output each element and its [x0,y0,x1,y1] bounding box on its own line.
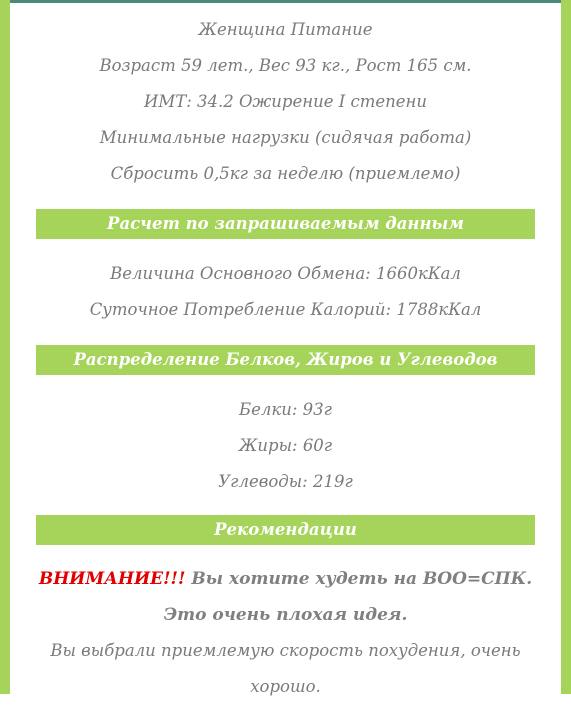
macros-section-header: Распределение Белков, Жиров и Углеводов [36,345,535,375]
calc-section-header: Расчет по запрашиваемым данным [36,209,535,239]
carbs-value: Углеводы: 219г [218,472,353,491]
fat-value: Жиры: 60г [238,436,333,455]
left-border [0,0,10,694]
profile-weight-loss-rate: Сбросить 0,5кг за неделю (приемлемо) [110,164,461,183]
bmr-value: Величина Основного Обмена: 1660кКал [110,264,461,283]
results-panel [10,0,561,705]
speed-text-1: Вы выбрали приемлемую скорость похудения, очень [50,641,521,660]
warning-label: ВНИМАНИЕ!!! [38,569,186,589]
warning-text-2: Это очень плохая идея. [163,605,408,625]
profile-age-weight-height: Возраст 59 лет., Вес 93 кг., Рост 165 см. [99,56,472,75]
profile-activity: Минимальные нагрузки (сидячая работа) [99,128,472,147]
profile-gender-goal: Женщина Питание [198,20,373,39]
protein-value: Белки: 93г [238,400,332,419]
daily-calories-value: Суточное Потребление Калорий: 1788кКал [89,300,482,319]
speed-text-2: хорошо. [250,677,321,696]
warning-text: Вы хотите худеть на ВОО=СПК. [185,569,533,589]
right-border [561,0,571,694]
profile-bmi: ИМТ: 34.2 Ожирение I степени [143,92,428,111]
warning-line [10,561,561,597]
recommendations-section-header: Рекомендации [36,515,535,545]
